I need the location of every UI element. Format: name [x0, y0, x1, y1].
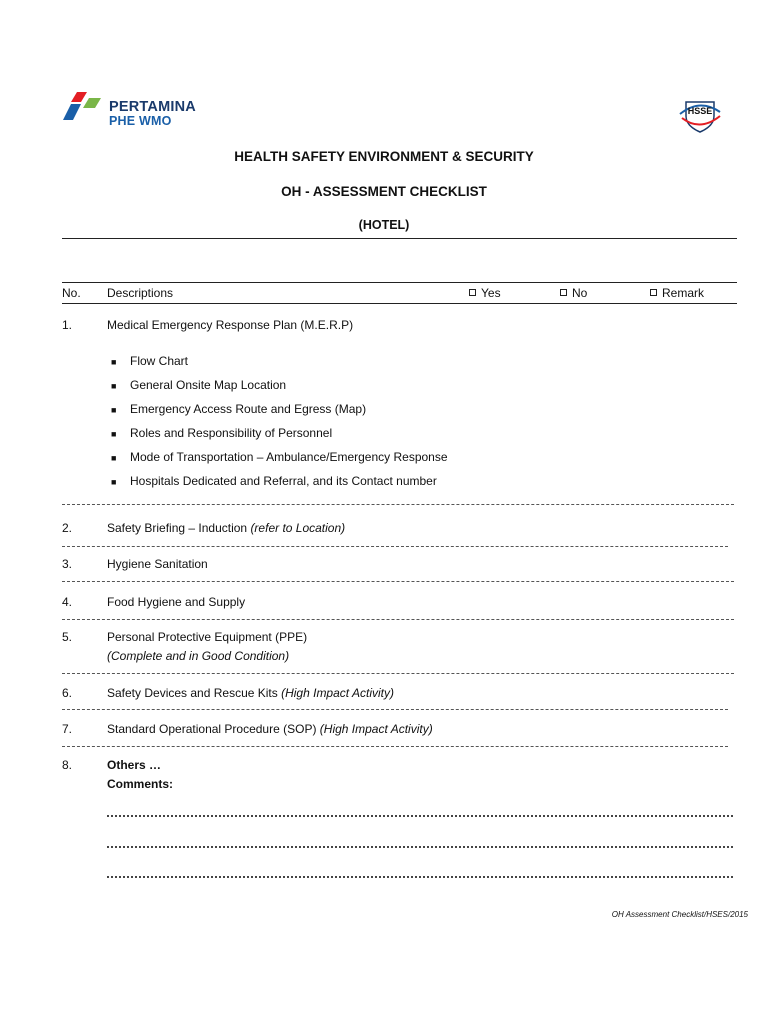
- item-number: 8.: [62, 758, 73, 772]
- comment-line[interactable]: [107, 876, 733, 878]
- item-number: 5.: [62, 630, 73, 644]
- row-divider: [62, 581, 734, 582]
- comments-label: Comments:: [107, 777, 174, 791]
- pertamina-logo-mark-icon: [63, 90, 105, 124]
- item-label: Others …: [107, 758, 162, 772]
- document-subtitle: OH - ASSESSMENT CHECKLIST: [281, 184, 487, 199]
- row-divider: [62, 709, 728, 710]
- pertamina-logo: [63, 90, 213, 132]
- item-label: Personal Protective Equipment (PPE): [107, 630, 308, 644]
- table-header-rule: [62, 303, 737, 304]
- row-divider: [62, 746, 728, 747]
- subitem-label: General Onsite Map Location: [130, 378, 287, 392]
- item-note: (High Impact Activity): [319, 722, 433, 736]
- hsse-badge: [676, 94, 724, 134]
- checkbox-icon: [469, 289, 476, 296]
- col-header-no-option: No: [560, 286, 587, 300]
- subitem-label: Flow Chart: [130, 354, 189, 368]
- item-label: Safety Briefing – Induction: [107, 521, 248, 535]
- item-note: (Complete and in Good Condition): [107, 649, 290, 663]
- hsse-shield-icon: [676, 94, 724, 134]
- bullet-icon: ■: [111, 477, 117, 487]
- subitem-label: Roles and Responsibility of Personnel: [130, 426, 333, 440]
- table-top-rule: [62, 282, 737, 283]
- item-label: Hygiene Sanitation: [107, 557, 208, 571]
- header-rule: [62, 238, 737, 239]
- subitem-label: Hospitals Dedicated and Referral, and its Contact number: [130, 474, 437, 488]
- item-number: 4.: [62, 595, 73, 609]
- document-footer: OH Assessment Checklist/HSES/2015: [611, 910, 748, 919]
- item-label: Standard Operational Procedure (SOP): [107, 722, 317, 736]
- comment-line[interactable]: [107, 815, 733, 817]
- subitem-label: Mode of Transportation – Ambulance/Emergency Response: [130, 450, 448, 464]
- item-number: 7.: [62, 722, 73, 736]
- hsse-badge-text: HSSE: [687, 106, 713, 116]
- item-label-row: [107, 521, 345, 535]
- checkbox-icon: [560, 289, 567, 296]
- row-divider: [62, 673, 734, 674]
- item-label-row: [107, 722, 433, 736]
- col-header-remark: Remark: [650, 286, 704, 300]
- item-note: (refer to Location): [250, 521, 346, 535]
- row-divider: [62, 619, 734, 620]
- subitem-label: Emergency Access Route and Egress (Map): [130, 402, 367, 416]
- item-number: 6.: [62, 686, 73, 700]
- item-number: 1.: [62, 318, 73, 332]
- document-title: HEALTH SAFETY ENVIRONMENT & SECURITY: [234, 149, 534, 164]
- row-divider: [62, 504, 734, 505]
- bullet-icon: ■: [111, 429, 117, 439]
- item-label-row: [107, 686, 394, 700]
- col-header-descriptions: Descriptions: [107, 286, 174, 300]
- bullet-icon: ■: [111, 453, 117, 463]
- logo-text-phe-wmo: PHE WMO: [109, 114, 172, 128]
- item-number: 2.: [62, 521, 73, 535]
- bullet-icon: ■: [111, 405, 117, 415]
- item-note: (High Impact Activity): [281, 686, 395, 700]
- item-label: Medical Emergency Response Plan (M.E.R.P): [107, 318, 354, 332]
- item-label: Food Hygiene and Supply: [107, 595, 246, 609]
- bullet-icon: ■: [111, 357, 117, 367]
- item-number: 3.: [62, 557, 73, 571]
- document-category: (HOTEL): [358, 218, 410, 232]
- col-header-no: No.: [62, 286, 81, 300]
- col-header-yes: Yes: [469, 286, 501, 300]
- item-label: Safety Devices and Rescue Kits: [107, 686, 278, 700]
- checkbox-icon: [650, 289, 657, 296]
- logo-text-pertamina: PERTAMINA: [109, 99, 196, 115]
- comment-line[interactable]: [107, 846, 733, 848]
- bullet-icon: ■: [111, 381, 117, 391]
- row-divider: [62, 546, 728, 547]
